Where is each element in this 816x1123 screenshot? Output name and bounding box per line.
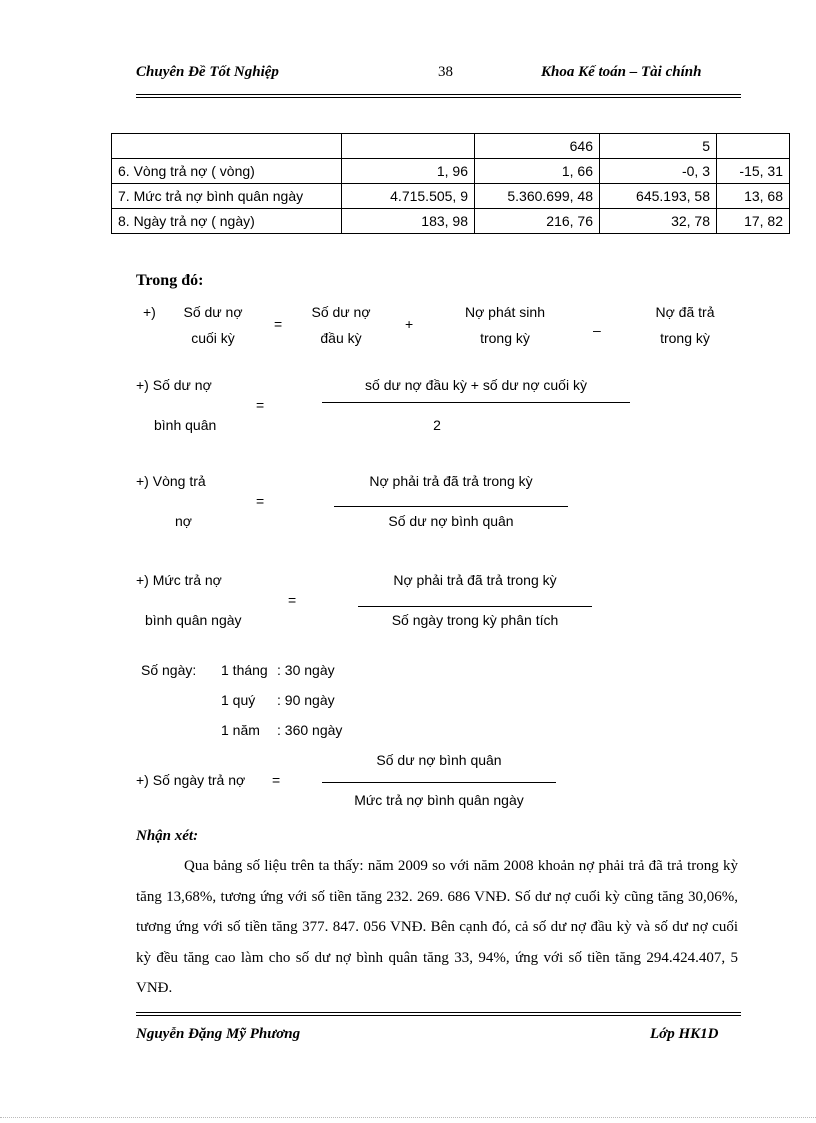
footer-class: Lớp HK1D: [650, 1026, 719, 1042]
table-cell-label: [112, 134, 342, 159]
days-value: : 30 ngày: [277, 662, 335, 678]
formula1-term1-line1: Số dư nợ: [183, 304, 243, 320]
formula1-term4-line1: Nợ đã trả: [655, 304, 715, 320]
formula1-term2-line1: Số dư nợ: [311, 304, 371, 320]
days-label: Số ngày:: [141, 662, 197, 678]
days-period: 1 tháng: [221, 662, 268, 678]
table-cell-label: 7. Mức trả nợ bình quân ngày: [112, 184, 342, 209]
table-cell: -15, 31: [717, 159, 790, 184]
table-cell: 17, 82: [717, 209, 790, 234]
fraction-line: [358, 606, 592, 607]
table-cell-label: 6. Vòng trả nợ ( vòng): [112, 159, 342, 184]
remark-text: Qua bảng số liệu trên ta thấy: năm 2009 so với năm 2008 khoản nợ phải trả đã trả trong kỳ tăng 13,68%, tương ứng với số tiền tăng 232. 269. 686 VNĐ. Số dư nợ cuối kỳ cũng tăng 30,06%, tương ứng với số tiền tăng 377. 847. 056 VNĐ. Bên cạnh đó, cả số dư nợ đầu kỳ và số dư nợ cuối kỳ đều tăng cao làm cho số dư nợ bình quân tăng 33, 94%, ứng với số tiền tăng 294.424.407, 5 VNĐ.: [136, 858, 738, 996]
header-rule: [136, 94, 741, 98]
table-cell: 216, 76: [475, 209, 600, 234]
table-cell: 4.715.505, 9: [342, 184, 475, 209]
table-cell-label: 8. Ngày trả nợ ( ngày): [112, 209, 342, 234]
formula1-equals: =: [274, 316, 283, 332]
table-cell: 5: [600, 134, 717, 159]
days-value: : 90 ngày: [277, 692, 335, 708]
formula1-term1-line2: cuối kỳ: [191, 330, 235, 346]
formula4-equals: =: [288, 592, 297, 608]
table-cell: 13, 68: [717, 184, 790, 209]
formula3-denominator: Số dư nợ bình quân: [388, 513, 514, 529]
formula1-term4-line2: trong kỳ: [660, 330, 710, 346]
formula1-plus: +: [405, 316, 414, 332]
fraction-line: [334, 506, 568, 507]
page-bottom-border: [0, 1117, 816, 1118]
formula2-equals: =: [256, 397, 265, 413]
table-cell: 646: [475, 134, 600, 159]
fraction-line: [322, 402, 630, 403]
remark-title: Nhận xét:: [136, 828, 199, 844]
days-value: : 360 ngày: [277, 722, 343, 738]
formula5-label: +) Số ngày trả nợ: [136, 772, 246, 788]
formula3-label-line2: nợ: [175, 513, 192, 529]
footer-author: Nguyễn Đặng Mỹ Phương: [136, 1026, 301, 1042]
formula1-prefix: +): [143, 304, 156, 320]
table-row: [112, 134, 790, 159]
formula5-numerator: Số dư nợ bình quân: [376, 752, 502, 768]
table-cell: 5.360.699, 48: [475, 184, 600, 209]
table-row: [112, 159, 790, 184]
formula4-label-line1: +) Mức trả nợ: [136, 572, 222, 588]
table-cell: [717, 134, 790, 159]
days-period: 1 năm: [221, 722, 260, 738]
formula2-numerator: số dư nợ đầu kỳ + số dư nợ cuối kỳ: [365, 377, 587, 393]
table-cell: [342, 134, 475, 159]
table-cell: 1, 96: [342, 159, 475, 184]
formula5-denominator: Mức trả nợ bình quân ngày: [354, 792, 524, 808]
debt-table: [111, 133, 790, 234]
section-title: Trong đó:: [136, 272, 204, 289]
formula1-term3-line1: Nợ phát sinh: [464, 304, 545, 320]
footer-rule: [136, 1012, 741, 1016]
formula2-label-line2: bình quân: [154, 417, 217, 433]
table-row: [112, 209, 790, 234]
page-number: 38: [438, 64, 453, 80]
formula1-minus: –: [593, 322, 601, 338]
table-cell: 183, 98: [342, 209, 475, 234]
table-cell: -0, 3: [600, 159, 717, 184]
formula2-label-line1: +) Số dư nợ: [136, 377, 212, 393]
formula3-label-line1: +) Vòng trả: [136, 473, 206, 489]
formula1-term3-line2: trong kỳ: [480, 330, 530, 346]
table-cell: 645.193, 58: [600, 184, 717, 209]
formula3-equals: =: [256, 493, 265, 509]
header-department: Khoa Kế toán – Tài chính: [541, 64, 702, 80]
formula1-term2-line2: đầu kỳ: [320, 330, 362, 346]
fraction-line: [322, 782, 556, 783]
header-title: Chuyên Đề Tốt Nghiệp: [136, 64, 279, 80]
formula4-denominator: Số ngày trong kỳ phân tích: [391, 612, 559, 628]
formula4-label-line2: bình quân ngày: [145, 612, 242, 628]
table-row: [112, 184, 790, 209]
table-cell: 1, 66: [475, 159, 600, 184]
days-period: 1 quý: [221, 692, 256, 708]
formula3-numerator: Nợ phải trả đã trả trong kỳ: [369, 473, 533, 489]
table-cell: 32, 78: [600, 209, 717, 234]
formula2-denominator: 2: [433, 417, 441, 433]
remark-paragraph: [136, 851, 738, 1004]
formula4-numerator: Nợ phải trả đã trả trong kỳ: [393, 572, 557, 588]
formula5-equals: =: [272, 772, 281, 788]
